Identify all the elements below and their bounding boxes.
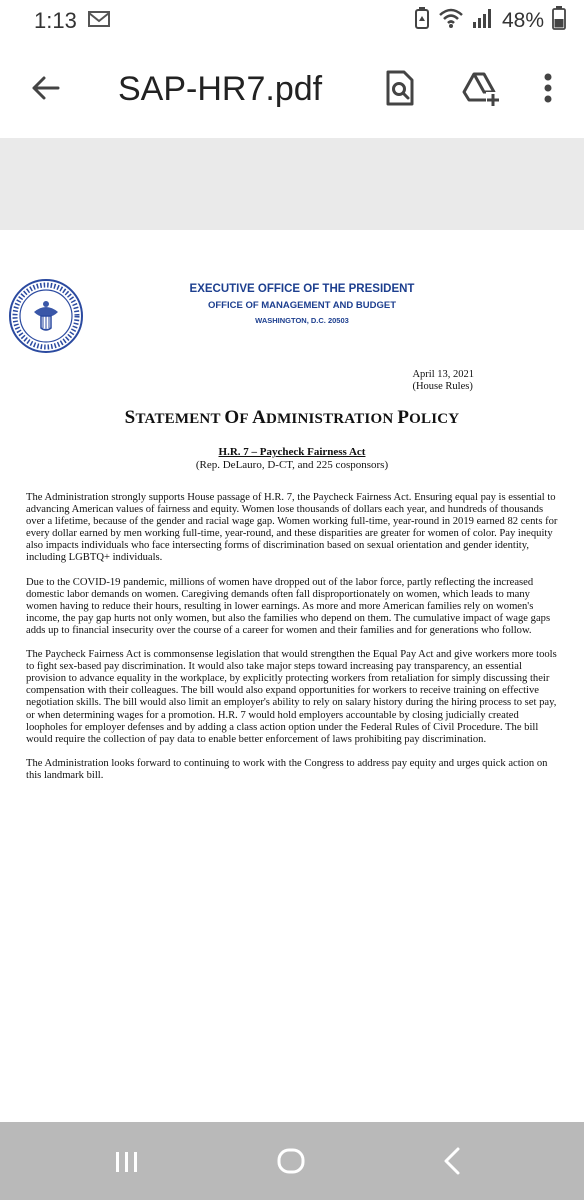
document-date: April 13, 2021 [412, 369, 474, 380]
paragraph-4: The Administration looks forward to continuing to work with the Congress to address pay equity and urges quick action on this landmark bill. [26, 757, 548, 781]
home-icon[interactable] [276, 1146, 306, 1181]
status-time: 1:13 [34, 8, 77, 33]
recent-apps-icon[interactable] [114, 1150, 140, 1179]
heading-f: F [239, 411, 253, 427]
mail-icon [88, 10, 110, 33]
wifi-icon [438, 7, 464, 34]
paragraph-2: Due to the COVID-19 pandemic, millions of women have dropped out of the labor force, partly reflecting the increased domestic labor demands on women. Caregiving demands often fall disproportionately on women, which leads to many women having to reduce their hours, resulting in lower earnings. As more and more American families rely on women's income, the pay gap hurts not only women, but also the families who depend on them. The cumulative impact of wage gaps adds up to financial insecurity over the course of a career for women and their families and for generations who follow. [26, 576, 551, 636]
bill-title: H.R. 7 – Paycheck Fairness Act [218, 446, 366, 458]
heading-s: S [124, 407, 136, 428]
statement-heading [0, 407, 584, 429]
signal-icon [472, 7, 494, 34]
heading-p: P [397, 407, 410, 428]
battery-saver-icon [414, 7, 430, 34]
battery-icon [552, 6, 566, 35]
system-nav-bar [0, 1122, 584, 1200]
toolbar-shadow-area [0, 138, 584, 230]
bill-sponsor: (Rep. DeLauro, D-CT, and 225 cosponsors) [195, 459, 389, 471]
battery-percent: 48% [501, 8, 544, 32]
house-rules: (House Rules) [412, 381, 473, 392]
back-arrow-icon[interactable] [28, 70, 64, 106]
heading-o: O [224, 407, 240, 428]
letterhead-line-3: WASHINGTON, D.C. 20503 [255, 316, 349, 325]
status-icons [414, 6, 566, 35]
heading-olicy: OLICY [409, 411, 460, 427]
pdf-page[interactable] [0, 230, 584, 1122]
add-to-drive-icon[interactable] [460, 68, 500, 108]
heading-a: A [252, 407, 267, 428]
more-vert-icon[interactable] [528, 68, 568, 108]
document-date-block [412, 369, 474, 393]
find-in-page-icon[interactable] [380, 68, 420, 108]
document-body [26, 492, 560, 794]
document-title: SAP-HR7.pdf [118, 70, 323, 108]
heading-dministration: DMINISTRATION [266, 411, 398, 427]
letterhead-line-2: OFFICE OF MANAGEMENT AND BUDGET [207, 300, 397, 311]
heading-tatement: TATEMENT [135, 411, 225, 427]
bill-block [0, 446, 584, 472]
paragraph-1: The Administration strongly supports House passage of H.R. 7, the Paycheck Fairness Act. Ensuring equal pay is essential to advancing American values of fairness and equity. Women lose thousands of dollars each year, and hundreds of thousands over a lifetime, because of the gender and racial wage gap. Women working full-time, year-round in 2019 earned 82 cents for every dollar earned by men working full-time, year-round, and these disparities are greater for women of color. Pay inequity also impacts individuals who face intersecting forms of discrimination based on sexual orientation and gender identity, including LGBTQ+ individuals. [26, 492, 558, 564]
paragraph-3: The Paycheck Fairness Act is commonsense legislation that would strengthen the Equal Pay Act and give workers more tools to fight sex-based pay discrimination. It would also take major steps toward increasing pay transparency, an essential provision to advance equality in the workplace, by explicitly protecting workers from retaliation for simply discussing their compensation with their colleagues. The bill would also expand opportunities for workers to receive training on effective negotiation skills. The bill would also limit an employer's ability to rely on salary history during the hiring process to set pay, or when determining wages for a promotion. H.R. 7 would hold employers accountable by closing judicially created loopholes for employer defenses and by adding a class action option under the Federal Rules of Civil Procedure. The bill would require the collection of pay data to enable better enforcement of laws prohibiting pay discrimination. [26, 649, 557, 745]
status-bar [0, 0, 584, 40]
back-icon[interactable] [440, 1146, 464, 1181]
letterhead-line-1: EXECUTIVE OFFICE OF THE PRESIDENT [189, 283, 415, 295]
app-bar [0, 40, 584, 138]
